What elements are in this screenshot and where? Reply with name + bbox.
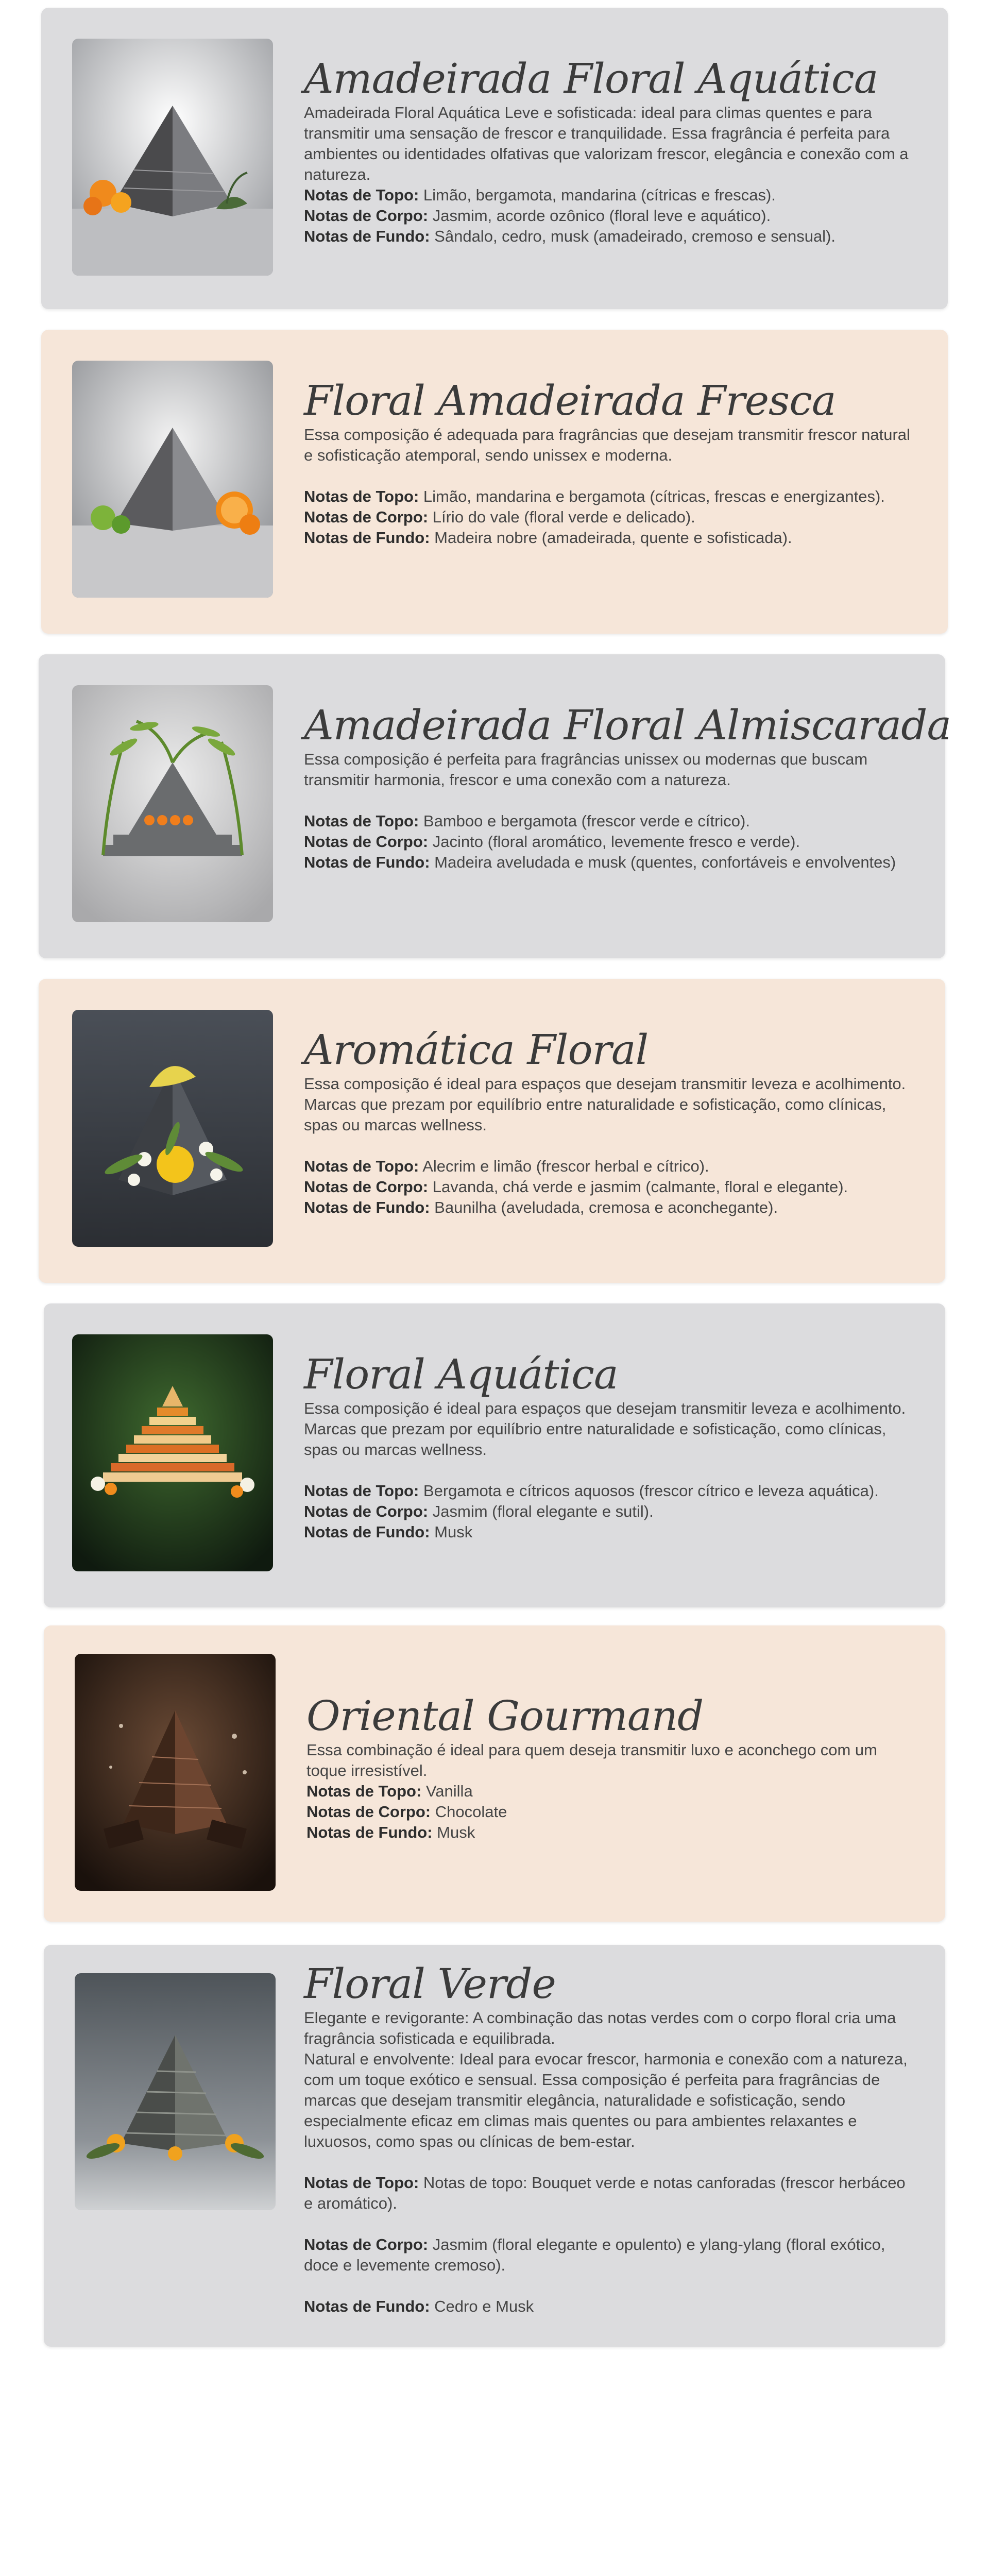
card-description: Essa composição é adequada para fragrâncias que desejam transmitir frescor natural e sofisticação atemporal, sendo unissex e moderna. (304, 426, 910, 464)
base-notes: Notas de Fundo: Madeira nobre (amadeirada, quente e sofisticada). (304, 529, 792, 547)
top-notes: Notas de Topo: Bamboo e bergamota (frescor verde e cítrico). (304, 812, 750, 830)
fragrance-card-7 (44, 1945, 945, 2347)
fragrance-card-6 (44, 1625, 945, 1922)
pyramid-lemon-flower-image (72, 1010, 273, 1247)
base-notes: Notas de Fundo: Baunilha (aveludada, cremosa e aconchegante). (304, 1198, 778, 1216)
fragrance-card-1 (41, 8, 948, 309)
fragrance-card-5 (44, 1303, 945, 1607)
top-notes: Notas de Topo: Notas de topo: Bouquet verde e notas canforadas (frescor herbáceo e aromático). (304, 2174, 906, 2212)
pyramid-orange-image (72, 361, 273, 598)
top-notes: Notas de Topo: Alecrim e limão (frescor herbal e cítrico). (304, 1157, 709, 1175)
card-description: Essa composição é ideal para espaços que desejam transmitir leveza e acolhimento. Marcas que prezam por equilíbrio entre naturalidade e sofisticação, como clínicas, spas ou marcas wellness. (304, 1075, 906, 1134)
card-description: Essa combinação é ideal para quem deseja transmitir luxo e aconchego com um toque irresistível. (306, 1741, 877, 1780)
base-notes: Notas de Fundo: Musk (304, 1523, 473, 1541)
fragrance-card-4 (39, 979, 945, 1283)
card-title: Amadeirada Floral Aquática (304, 55, 878, 103)
fragrance-card-2 (41, 330, 948, 634)
fragrance-card-3 (39, 654, 951, 958)
body-notes: Notas de Corpo: Lírio do vale (floral verde e delicado). (304, 508, 695, 526)
card-title: Amadeirada Floral Almiscarada (304, 701, 951, 749)
body-notes: Notas de Corpo: Jasmim, acorde ozônico (floral leve e aquático). (304, 207, 771, 225)
pyramid-green-image (72, 1334, 273, 1571)
pyramid-citrus-image (72, 39, 273, 276)
top-notes: Notas de Topo: Bergamota e cítricos aquosos (frescor cítrico e leveza aquática). (304, 1482, 879, 1500)
body-notes: Notas de Corpo: Chocolate (306, 1803, 507, 1821)
pyramid-chocolate-image (75, 1654, 276, 1891)
body-notes: Notas de Corpo: Lavanda, chá verde e jasmim (calmante, floral e elegante). (304, 1178, 848, 1196)
base-notes: Notas de Fundo: Sândalo, cedro, musk (amadeirado, cremoso e sensual). (304, 227, 836, 245)
pyramid-bamboo-image (72, 685, 273, 922)
top-notes: Notas de Topo: Vanilla (306, 1782, 473, 1800)
card-description: Essa composição é ideal para espaços que desejam transmitir leveza e acolhimento. Marcas que prezam por equilíbrio entre naturalidade e sofisticação, como clínicas, spas ou marcas wellness. (304, 1399, 906, 1459)
top-notes: Notas de Topo: Limão, bergamota, mandarina (cítricas e frescas). (304, 186, 776, 204)
card-description: Essa composição é perfeita para fragrâncias unissex ou modernas que buscam transmitir harmonia, frescor e uma conexão com a natureza. (304, 750, 868, 789)
card-title: Aromática Floral (304, 1026, 649, 1074)
body-notes: Notas de Corpo: Jasmim (floral elegante e opulento) e ylang-ylang (floral exótico, doce e levemente cremoso). (304, 2235, 885, 2274)
card-description: Amadeirada Floral Aquática Leve e sofisticada: ideal para climas quentes e para transmitir uma sensação de frescor e tranquilidade. Essa fragrância é perfeita para ambientes ou identidades olfativas que valorizam frescor, elegância e conexão com a natureza. (304, 104, 909, 183)
card-description: Elegante e revigorante: A combinação das notas verdes com o corpo floral cria uma fragrância sofisticada e equilibrada. (304, 2009, 896, 2047)
body-notes: Notas de Corpo: Jacinto (floral aromático, levemente fresco e verde). (304, 833, 800, 851)
body-notes: Notas de Corpo: Jasmim (floral elegante e sutil). (304, 1502, 654, 1520)
base-notes: Notas de Fundo: Cedro e Musk (304, 2297, 534, 2315)
pyramid-stone-flower-image (75, 1973, 276, 2210)
card-title: Oriental Gourmand (306, 1692, 704, 1740)
card-description-2: Natural e envolvente: Ideal para evocar frescor, harmonia e conexão com a natureza, com um toque exótico e sensual. Essa composição é perfeita para fragrâncias de marcas que desejam transmitir elegância, naturalidade e sofisticação, sendo especialmente eficaz em climas mais quentes ou para ambientes relaxantes e luxuosos, como spas ou clínicas de bem-estar. (304, 2050, 908, 2150)
card-title: Floral Aquática (304, 1350, 618, 1398)
card-title: Floral Amadeirada Fresca (304, 377, 836, 425)
base-notes: Notas de Fundo: Madeira aveludada e musk (quentes, confortáveis e envolventes) (304, 853, 896, 871)
card-title: Floral Verde (304, 1960, 556, 2008)
top-notes: Notas de Topo: Limão, mandarina e bergamota (cítricas, frescas e energizantes). (304, 487, 885, 505)
base-notes: Notas de Fundo: Musk (306, 1823, 475, 1841)
